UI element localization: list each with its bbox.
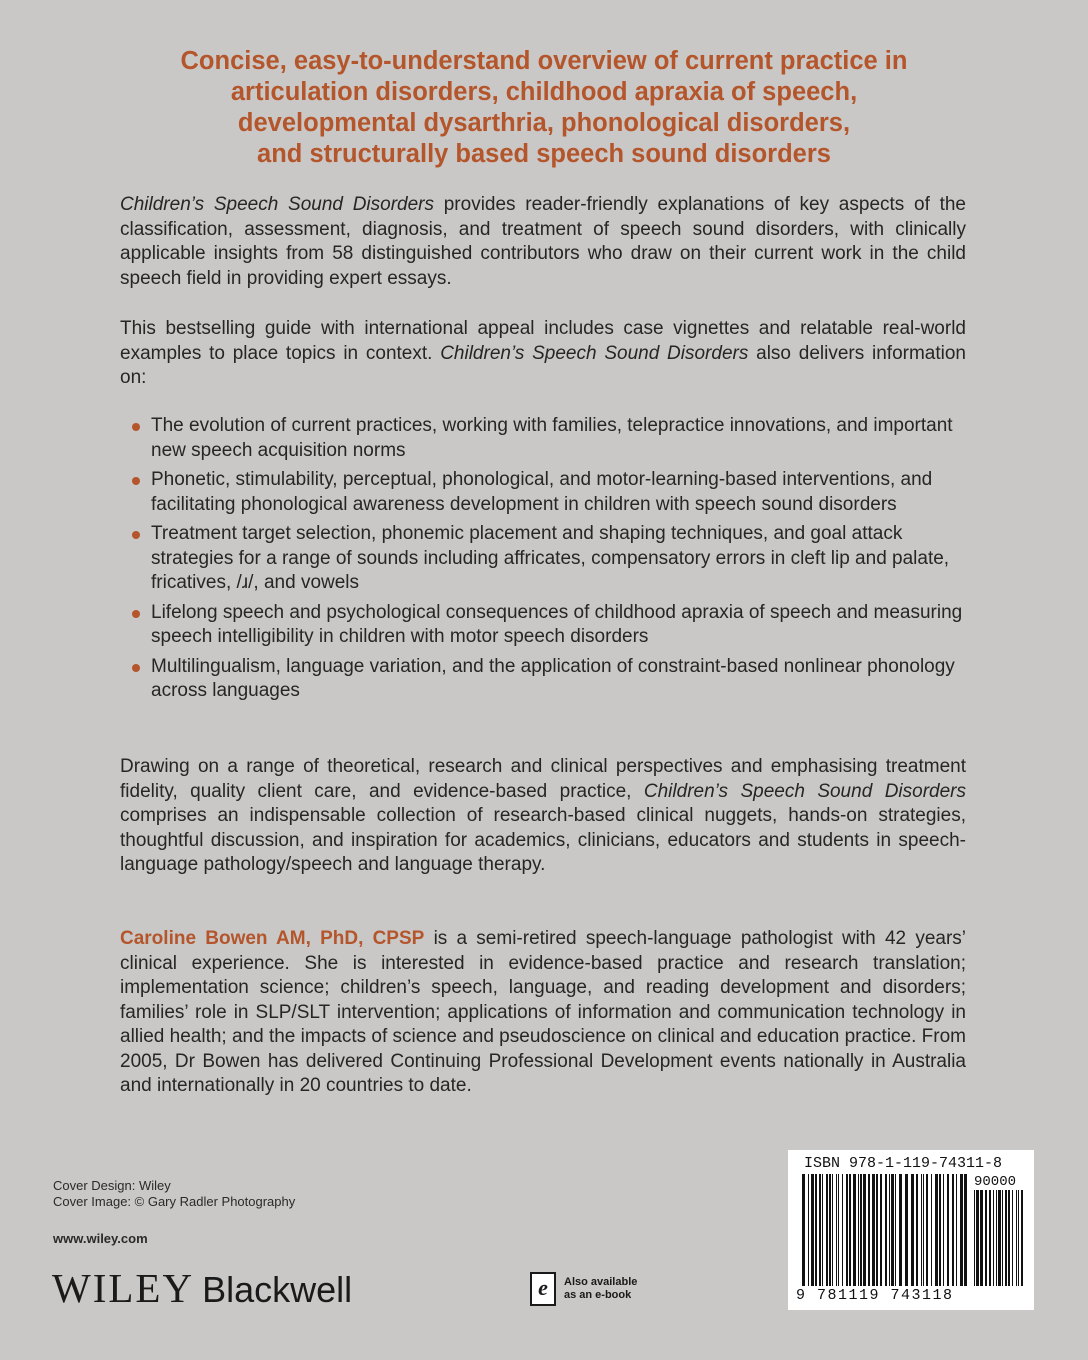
author-bio: is a semi-retired speech-language pathologist with 42 years’ clinical experience. She is interested in evidence-based practice and research translation; implementation science; children’s speech, language, and reading development and disorders; families’ role in SLP/SLT intervention; applications of information and communication technology in allied health; and the impacts of science and pseudoscience on clinical and education practice. From 2005, Dr Bowen has delivered Continuing Professional Development events nationally in Australia and internationally in 20 countries to date. — [120, 928, 967, 1096]
bullet-icon — [132, 664, 140, 672]
ebook-text — [564, 1276, 637, 1302]
headline-line: articulation disorders, childhood apraxia of speech, — [230, 78, 858, 106]
publisher-logo — [52, 1264, 352, 1310]
isbn-number: ISBN 978-1-119-74311-8 — [804, 1155, 1003, 1172]
headline-line: and structurally based speech sound disorders — [257, 140, 831, 168]
cover-image-credit: Cover Image: © Gary Radler Photography — [53, 1194, 296, 1209]
intro-paragraph — [120, 193, 966, 291]
barcode-box — [788, 1150, 1034, 1310]
price-code: 90000 — [974, 1174, 1017, 1190]
cover-design-credit: Cover Design: Wiley — [53, 1178, 171, 1193]
list-item-text: Lifelong speech and psychological consequences of childhood apraxia of speech and measuring speech intelligibility in children with motor speech disorders — [151, 601, 963, 647]
summary-paragraph — [120, 755, 966, 878]
headline-line: developmental dysarthria, phonological disorders, — [237, 109, 851, 137]
website-link[interactable]: www.wiley.com — [53, 1231, 148, 1246]
bullet-icon — [132, 610, 140, 618]
list-item-text: The evolution of current practices, working with families, telepractice innovations, and important new speech acquisition norms — [151, 415, 953, 461]
guide-paragraph — [120, 317, 966, 391]
ebook-line: as an e-book — [564, 1289, 632, 1301]
topic-list — [120, 414, 966, 709]
list-item — [120, 522, 966, 596]
bullet-icon — [132, 423, 140, 431]
list-item — [120, 468, 966, 517]
book-title: Children’s Speech Sound Disorders — [120, 194, 435, 215]
list-item — [120, 414, 966, 463]
ebook-icon: e — [530, 1272, 556, 1306]
wiley-logo-text: WILEY — [52, 1265, 195, 1311]
list-item-text: Phonetic, stimulability, perceptual, phonological, and motor-learning-based interventions, and facilitating phonological awareness development in children with speech sound disorders — [151, 469, 933, 515]
barcode-icon — [802, 1174, 968, 1286]
summary-text-end: comprises an indispensable collection of research-based clinical nuggets, hands-on strategies, thoughtful discussion, and inspiration for academics, clinicians, educators and students in speech-language pathology/speech and language therapy. — [120, 805, 966, 875]
summary-text: Drawing on a range of theoretical, research and clinical perspectives and emphasising treatment fidelity, quality client care, and evidence-based practice, — [120, 756, 966, 802]
headline — [120, 46, 968, 170]
ebook-badge — [530, 1272, 637, 1306]
bullet-icon — [132, 477, 140, 485]
list-item-text: Multilingualism, language variation, and the application of constraint-based nonlinear phonology across languages — [151, 655, 955, 701]
list-item-text: Treatment target selection, phonemic placement and shaping techniques, and goal attack strategies for a range of sounds including affricates, compensatory errors in cleft lip and palate, fricatives, /ɹ/, and vowels — [151, 523, 950, 593]
list-item — [120, 655, 966, 704]
book-title: Children’s Speech Sound Disorders — [440, 342, 749, 364]
book-title: Children’s Speech Sound Disorders — [643, 780, 966, 802]
guide-text: This bestselling guide with international appeal includes case vignettes and relatable real-world examples to place topics in context. — [120, 318, 966, 364]
cover-credits — [53, 1178, 295, 1210]
ean-digits: 9 781119 743118 — [796, 1287, 954, 1304]
headline-line: Concise, easy-to-understand overview of current practice in — [180, 47, 908, 75]
intro-text: provides reader-friendly explanations of key aspects of the classification, assessment, diagnosis, and treatment of speech sound disorders, with clinically applicable insights from 58 distinguished contributors who draw on their current work in the child speech field in providing expert essays. — [120, 194, 967, 289]
list-item — [120, 601, 966, 650]
addon-barcode-icon — [974, 1190, 1024, 1286]
author-name: Caroline Bowen AM, PhD, CPSP — [120, 928, 425, 949]
bullet-icon — [132, 531, 140, 539]
author-paragraph — [120, 927, 966, 1099]
guide-text-end: also delivers information on: — [120, 342, 967, 388]
ebook-line: Also available — [564, 1276, 638, 1288]
blackwell-logo-text: Blackwell — [202, 1269, 353, 1310]
